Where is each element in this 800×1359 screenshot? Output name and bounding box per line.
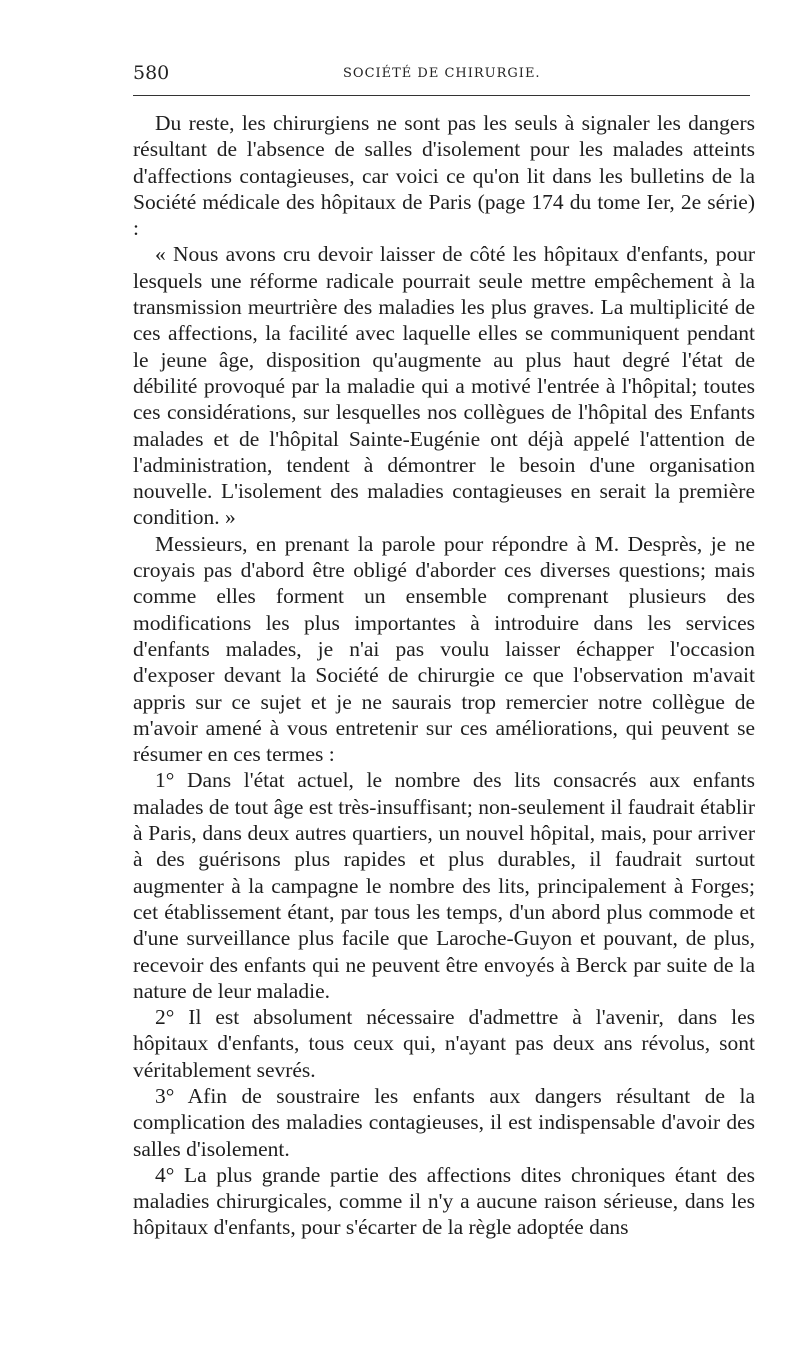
body-text [133, 110, 755, 1241]
numbered-point-4: 4° La plus grande partie des affections dites chroniques étant des maladies chirurgicales, comme il n'y a aucune raison sérieuse, dans les hôpitaux d'enfants, pour s'écarter de la règle adoptée dans [133, 1162, 755, 1240]
numbered-point-2: 2° Il est absolument nécessaire d'admettre à l'avenir, dans les hôpitaux d'enfants, tous ceux qui, n'ayant pas deux ans révolus, sont véritablement sevrés. [133, 1005, 755, 1082]
quotation-paragraph: « Nous avons cru devoir laisser de côté les hôpitaux d'enfants, pour lesquels une réforme radicale pourrait seule mettre empêchement à la transmission meurtrière des maladies les plus graves. La multiplicité de ces affections, la facilité avec laquelle elles se communiquent pendant le jeune âge, disposition qu'augmente au plus haut degré l'état de débilité provoqué par la maladie qui a motivé l'entrée à l'hôpital; toutes ces considérations, sur lesquelles nos collègues de l'hôpital des Enfants malades et de l'hôpital Sainte-Eugénie ont déjà appelé l'attention de l'administration, tendent à démontrer le besoin d'une organisation nouvelle. L'isolement des maladies contagieuses en serait la première condition. » [133, 242, 755, 530]
paragraph: Messieurs, en prenant la parole pour répondre à M. Desprès, je ne croyais pas d'abord être obligé d'aborder ces diverses questions; mais comme elles forment un ensemble comprenant plusieurs des modifications les plus importantes à introduire dans les services d'enfants malades, je n'ai pas voulu laisser échapper l'occasion d'exposer devant la Société de chirurgie ce que l'observation m'avait appris sur ce sujet et je ne saurais trop remercier notre collègue de m'avoir amené à vous entretenir sur ces améliorations, qui peuvent se résumer en ces termes : [133, 531, 755, 767]
paragraph: Du reste, les chirurgiens ne sont pas les seuls à signaler les dangers résultant de l'absence de salles d'isolement pour les malades atteints d'affections contagieuses, car voici ce qu'on lit dans les bulletins de la Société médicale des hôpitaux de Paris (page 174 du tome Ier, 2e série) : [133, 111, 755, 241]
page-number: 580 [133, 62, 170, 84]
numbered-point-3: 3° Afin de soustraire les enfants aux dangers résultant de la complication des maladies contagieuses, il est indispensable d'avoir des salles d'isolement. [133, 1083, 755, 1161]
numbered-point-1: 1° Dans l'état actuel, le nombre des lits consacrés aux enfants malades de tout âge est très-insuffisant; non-seulement il faudrait établir à Paris, dans deux autres quartiers, un nouvel hôpital, mais, pour arriver à des guérisons plus rapides et plus durables, il faudrait surtout augmenter à la campagne le nombre des lits, principalement à Forges; cet établissement étant, par tous les temps, d'un abord plus commode et d'une surveillance plus facile que Laroche-Guyon et pouvant, de plus, recevoir des enfants qui ne peuvent être envoyés à Berck par suite de la nature de leur maladie. [133, 768, 755, 1003]
page-header [133, 62, 750, 86]
header-rule [133, 95, 750, 96]
running-title: SOCIÉTÉ DE CHIRURGIE. [343, 66, 541, 81]
